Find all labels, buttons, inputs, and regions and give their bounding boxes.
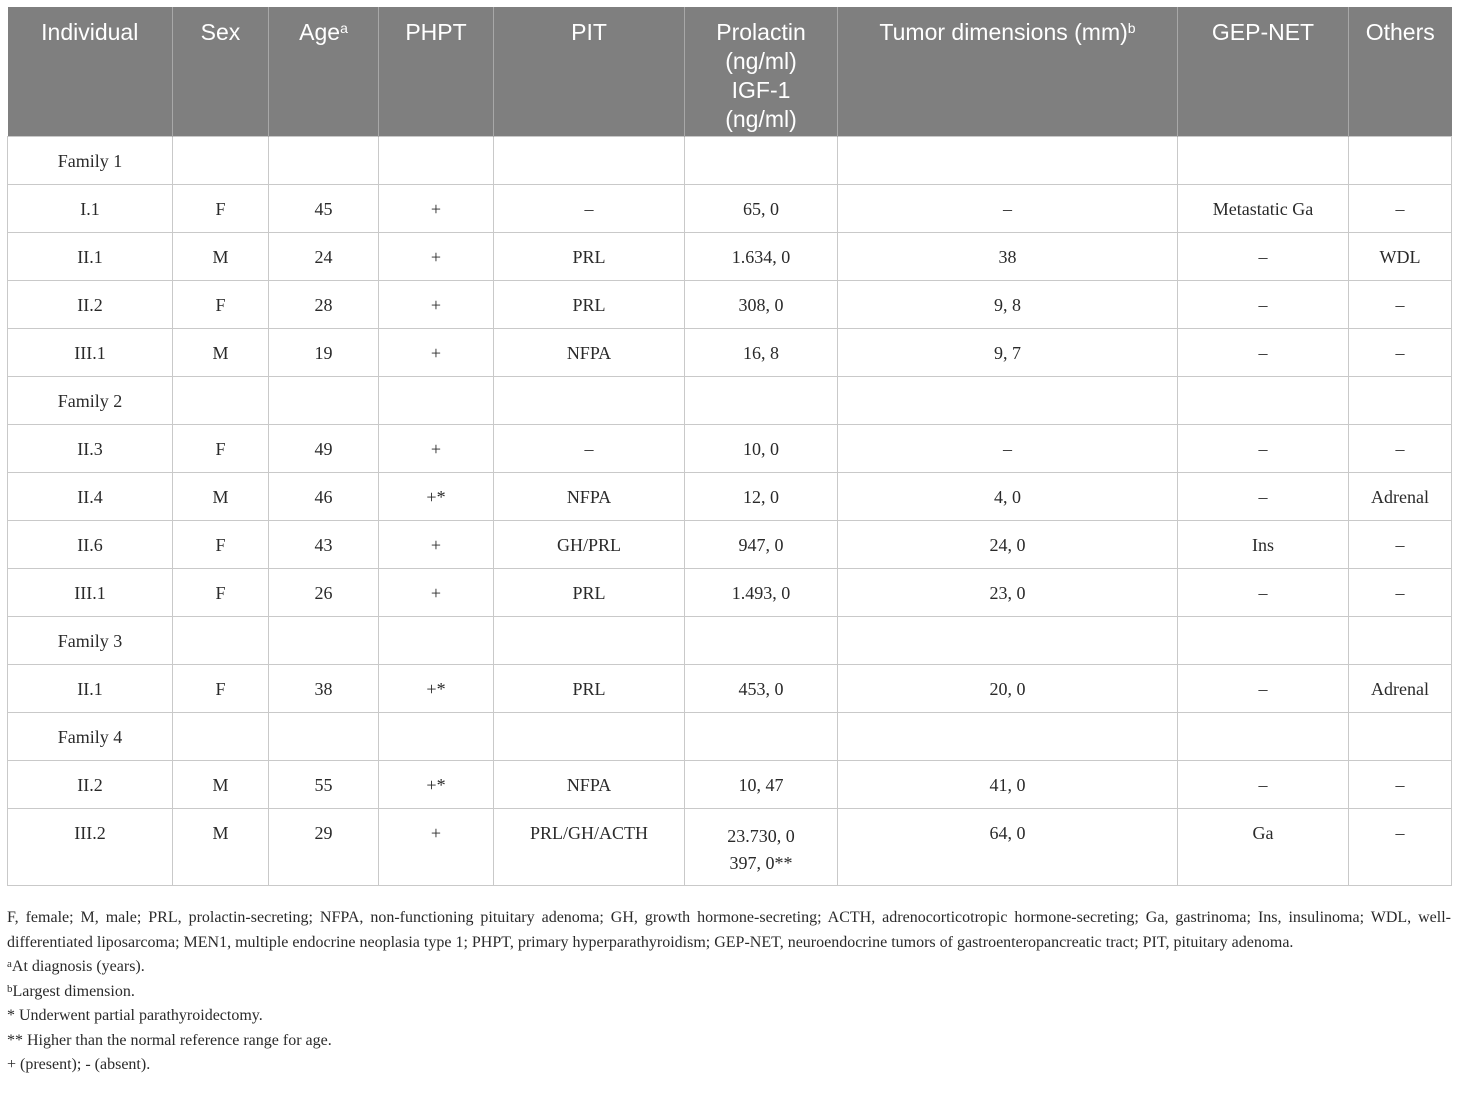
cell-gep-net: Ga (1178, 808, 1349, 885)
cell-individual: II.1 (8, 232, 173, 280)
cell-sex: F (173, 568, 269, 616)
cell-age: 38 (269, 664, 379, 712)
cell-others: – (1349, 328, 1452, 376)
table-footnotes (7, 906, 1451, 1078)
cell-gep-net: – (1178, 232, 1349, 280)
cell-gep-net: – (1178, 760, 1349, 808)
cell-age: 46 (269, 472, 379, 520)
header-pit: PIT (494, 7, 685, 136)
prolactin-line: 397, 0** (729, 852, 793, 873)
cell-others (1349, 136, 1452, 184)
cell-individual: II.2 (8, 280, 173, 328)
cell-prolactin-igf1 (685, 808, 838, 885)
cell-age (269, 376, 379, 424)
footnote-double-star: ** Higher than the normal reference range for age. (7, 1031, 332, 1049)
cell-age: 29 (269, 808, 379, 885)
cell-others (1349, 712, 1452, 760)
cell-gep-net: – (1178, 280, 1349, 328)
cell-pit: NFPA (494, 328, 685, 376)
cell-prolactin-igf1: 1.493, 0 (685, 568, 838, 616)
cell-age: 45 (269, 184, 379, 232)
cell-pit: – (494, 184, 685, 232)
footnote-mark-b: b (1127, 20, 1136, 36)
cell-prolactin-igf1: 10, 0 (685, 424, 838, 472)
cell-sex: F (173, 424, 269, 472)
cell-age: 26 (269, 568, 379, 616)
cell-prolactin-igf1: 12, 0 (685, 472, 838, 520)
cell-gep-net (1178, 712, 1349, 760)
table-body (8, 136, 1452, 885)
cell-pit (494, 616, 685, 664)
cell-phpt: +* (379, 760, 494, 808)
footnote-star: * Underwent partial parathyroidectomy. (7, 1007, 263, 1024)
cell-gep-net (1178, 376, 1349, 424)
cell-phpt (379, 376, 494, 424)
cell-age: 43 (269, 520, 379, 568)
cell-age: 28 (269, 280, 379, 328)
cell-sex (173, 376, 269, 424)
cell-phpt (379, 712, 494, 760)
family-group-row (8, 712, 1452, 760)
cell-phpt (379, 616, 494, 664)
cell-sex: M (173, 472, 269, 520)
cell-phpt: + (379, 424, 494, 472)
cell-prolactin-igf1 (685, 616, 838, 664)
header-gep-net: GEP-NET (1178, 7, 1349, 136)
cell-individual: Family 2 (8, 376, 173, 424)
cell-tumor-dimensions: – (838, 424, 1178, 472)
cell-pit (494, 712, 685, 760)
cell-tumor-dimensions: 38 (838, 232, 1178, 280)
cell-pit (494, 376, 685, 424)
footnote-mark-a: a (340, 20, 348, 36)
cell-individual: Family 4 (8, 712, 173, 760)
cell-sex (173, 712, 269, 760)
cell-phpt: + (379, 232, 494, 280)
cell-sex: F (173, 184, 269, 232)
cell-age: 24 (269, 232, 379, 280)
cell-age: 49 (269, 424, 379, 472)
cell-pit: PRL (494, 232, 685, 280)
cell-gep-net: – (1178, 328, 1349, 376)
footnote-b: $^b$Largest dimension. (7, 982, 135, 1000)
cell-others: – (1349, 568, 1452, 616)
cell-sex: M (173, 760, 269, 808)
cell-prolactin-igf1: 65, 0 (685, 184, 838, 232)
cell-phpt: + (379, 568, 494, 616)
cell-prolactin-igf1: 16, 8 (685, 328, 838, 376)
cell-age (269, 136, 379, 184)
cell-tumor-dimensions (838, 616, 1178, 664)
table-row (8, 520, 1452, 568)
header-others: Others (1349, 7, 1452, 136)
cell-prolactin-igf1: 308, 0 (685, 280, 838, 328)
cell-tumor-dimensions (838, 712, 1178, 760)
cell-age (269, 616, 379, 664)
cell-phpt (379, 136, 494, 184)
prolactin-line: 23.730, 0 (727, 825, 795, 846)
cell-others: – (1349, 280, 1452, 328)
header-phpt: PHPT (379, 7, 494, 136)
cell-sex: M (173, 328, 269, 376)
footnote-abbreviations: F, female; M, male; PRL, prolactin-secreting; NFPA, non-functioning pituitary adenoma; GH, growth hormone-secreting; ACTH, adrenocorticotropic hormone-secreting; Ga, gastrinoma; Ins, insulinoma; WDL, well-differentiated liposarcoma; MEN1, multiple endocrine neoplasia type 1; PHPT, primary hyperparathyroidism; GEP-NET, neuroendocrine tumors of gastroenteropancreatic tract; PIT, pituitary adenoma. (7, 909, 1451, 951)
cell-tumor-dimensions: 24, 0 (838, 520, 1178, 568)
mutations-table (7, 7, 1452, 886)
cell-pit: PRL (494, 280, 685, 328)
cell-age: 55 (269, 760, 379, 808)
cell-individual: II.1 (8, 664, 173, 712)
family-group-row (8, 136, 1452, 184)
cell-prolactin-igf1: 10, 47 (685, 760, 838, 808)
cell-others: – (1349, 808, 1452, 885)
cell-individual: II.3 (8, 424, 173, 472)
header-tumor-dimensions: Tumor dimensions (mm)$^b$ (838, 7, 1178, 136)
footnote-legend: + (present); - (absent). (7, 1056, 151, 1073)
cell-phpt: + (379, 280, 494, 328)
cell-others: – (1349, 760, 1452, 808)
cell-prolactin-igf1: 453, 0 (685, 664, 838, 712)
cell-others: Adrenal (1349, 664, 1452, 712)
cell-tumor-dimensions: 9, 7 (838, 328, 1178, 376)
cell-tumor-dimensions: 23, 0 (838, 568, 1178, 616)
family-group-row (8, 616, 1452, 664)
cell-others: – (1349, 184, 1452, 232)
cell-tumor-dimensions (838, 136, 1178, 184)
header-prolactin-igf1: Prolactin (ng/ml) IGF-1 (ng/ml) (685, 7, 838, 136)
cell-gep-net: – (1178, 472, 1349, 520)
table-row (8, 184, 1452, 232)
cell-sex (173, 136, 269, 184)
cell-individual: III.2 (8, 808, 173, 885)
cell-gep-net (1178, 136, 1349, 184)
table-row (8, 232, 1452, 280)
table-row (8, 808, 1452, 885)
cell-gep-net (1178, 616, 1349, 664)
cell-gep-net: – (1178, 664, 1349, 712)
cell-tumor-dimensions: 41, 0 (838, 760, 1178, 808)
cell-individual: II.2 (8, 760, 173, 808)
cell-sex: M (173, 232, 269, 280)
cell-individual: II.6 (8, 520, 173, 568)
cell-gep-net: – (1178, 568, 1349, 616)
cell-others: – (1349, 424, 1452, 472)
cell-others: – (1349, 520, 1452, 568)
cell-individual: Family 1 (8, 136, 173, 184)
header-sex: Sex (173, 7, 269, 136)
table-row (8, 424, 1452, 472)
table-row (8, 664, 1452, 712)
cell-sex: F (173, 520, 269, 568)
cell-prolactin-igf1: 1.634, 0 (685, 232, 838, 280)
cell-phpt: +* (379, 664, 494, 712)
cell-pit (494, 136, 685, 184)
cell-individual: Family 3 (8, 616, 173, 664)
cell-sex (173, 616, 269, 664)
cell-individual: III.1 (8, 568, 173, 616)
footnote-a: $^a$At diagnosis (years). (7, 958, 145, 975)
cell-prolactin-igf1 (685, 712, 838, 760)
cell-tumor-dimensions: 4, 0 (838, 472, 1178, 520)
header-row (8, 7, 1452, 136)
table-row (8, 328, 1452, 376)
table-row (8, 568, 1452, 616)
cell-others: Adrenal (1349, 472, 1452, 520)
cell-phpt: + (379, 808, 494, 885)
header-age: Age$^a$ (269, 7, 379, 136)
cell-others: WDL (1349, 232, 1452, 280)
table-row (8, 472, 1452, 520)
header-individual: Individual (8, 7, 173, 136)
cell-phpt: + (379, 520, 494, 568)
cell-others (1349, 616, 1452, 664)
cell-pit: PRL (494, 568, 685, 616)
cell-tumor-dimensions: – (838, 184, 1178, 232)
cell-pit: PRL (494, 664, 685, 712)
cell-prolactin-igf1: 947, 0 (685, 520, 838, 568)
cell-gep-net: Metastatic Ga (1178, 184, 1349, 232)
cell-age (269, 712, 379, 760)
family-group-row (8, 376, 1452, 424)
cell-prolactin-igf1 (685, 376, 838, 424)
cell-phpt: + (379, 328, 494, 376)
cell-individual: II.4 (8, 472, 173, 520)
cell-pit: NFPA (494, 760, 685, 808)
table-row (8, 280, 1452, 328)
cell-pit: PRL/GH/ACTH (494, 808, 685, 885)
cell-pit: NFPA (494, 472, 685, 520)
cell-individual: I.1 (8, 184, 173, 232)
table-row (8, 760, 1452, 808)
cell-phpt: + (379, 184, 494, 232)
cell-tumor-dimensions (838, 376, 1178, 424)
cell-tumor-dimensions: 64, 0 (838, 808, 1178, 885)
cell-gep-net: Ins (1178, 520, 1349, 568)
cell-gep-net: – (1178, 424, 1349, 472)
cell-individual: III.1 (8, 328, 173, 376)
cell-tumor-dimensions: 20, 0 (838, 664, 1178, 712)
cell-sex: F (173, 664, 269, 712)
cell-prolactin-igf1 (685, 136, 838, 184)
cell-tumor-dimensions: 9, 8 (838, 280, 1178, 328)
cell-others (1349, 376, 1452, 424)
cell-sex: F (173, 280, 269, 328)
cell-sex: M (173, 808, 269, 885)
cell-phpt: +* (379, 472, 494, 520)
cell-pit: – (494, 424, 685, 472)
cell-pit: GH/PRL (494, 520, 685, 568)
cell-age: 19 (269, 328, 379, 376)
